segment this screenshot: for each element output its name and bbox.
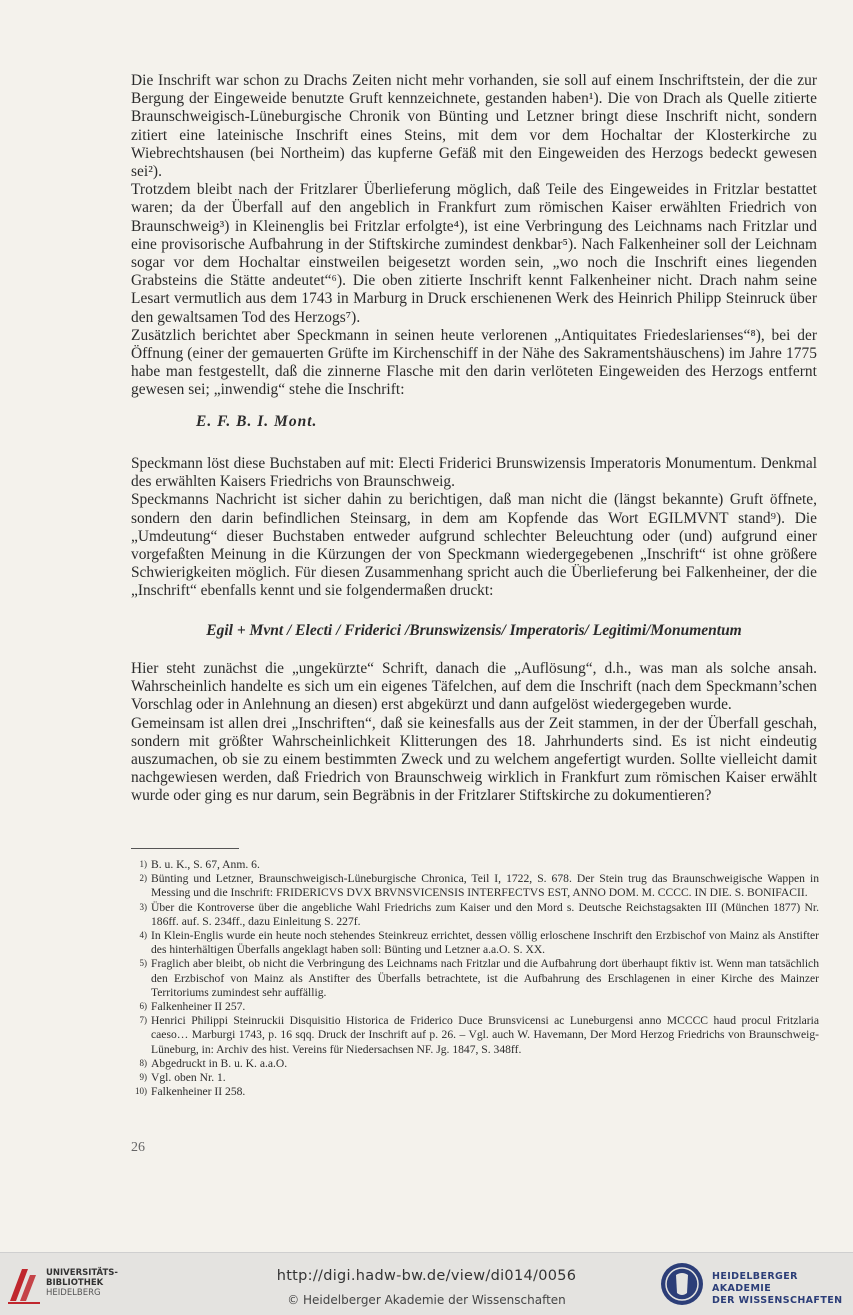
footnote: 10) Falkenheiner II 258.	[135, 1085, 246, 1099]
paragraph: Gemeinsam ist allen drei „Inschriften“, daß sie keinesfalls aus der Zeit stammen, in der der Überfall geschah, sondern mit größter Wahrscheinlichkeit Klitterungen des 18. Jahrhunderts sind. Es ist nicht eindeutig auszumachen, ob sie zu einem bestimmten Zweck und zu welchem angefertigt wurden. Sollte vielleicht damit nachgewiesen werden, daß Friedrich von Braunschweig wirklich in Frankfurt zum römischen Kaiser erwählt wurde oder ging es nur darum, sein Begräbnis in der Fritzlarer Stiftskirche zu dokumentieren?	[131, 714, 817, 805]
footnote: 3) Über die Kontroverse über die angebliche Wahl Friedrichs zum Kaiser und den Mord s. Deutsche Reichstagsakten III (München 1877) Nr. 186ff. auf. S. 234ff., dazu Einleitung S. 227f.	[139, 900, 819, 928]
paragraph: Speckmann löst diese Buchstaben auf mit: Electi Friderici Brunswizensis Imperatoris Monumentum. Denkmal des erwählten Kaisers Friedrichs von Braunschweig.	[131, 455, 817, 491]
viewer-footer	[0, 1252, 853, 1315]
paragraph: Die Inschrift war schon zu Drachs Zeiten nicht mehr vorhanden, sie soll auf einem Inschriftstein, der die zur Bergung der Eingeweide benutzte Gruft kennzeichnete, gestanden haben¹). Die von Drach als Quelle zitierte Braunschweigisch-Lüneburgische Chronik von Bünting und Letzner bringt diese Inschrift nicht, sondern zitiert eine lateinische Inschrift eines Steins, mit dem vor dem Hochaltar der Klosterkirche zu Wiebrechtshausen (bei Northeim) das kupferne Gefäß mit den Eingeweiden des Herzogs bedeckt gewesen sei²).	[131, 72, 817, 181]
academy-name[interactable]: HEIDELBERGER AKADEMIE DER WISSENSCHAFTEN	[712, 1271, 843, 1306]
body-paragraphs	[131, 72, 817, 400]
footnote: 4) In Klein-Englis wurde ein heute noch stehendes Steinkreuz errichtet, dessen völlig erloschene Inschrift den Erzbischof von Mainz als Anstifter des hinterhältigen Überfalls angeklagt haben soll: Bünting und Letzner a.a.O. S. XX.	[139, 929, 819, 957]
footnote: 2) Bünting und Letzner, Braunschweigisch-Lüneburgische Chronica, Teil I, 1722, S. 678. Der Stein trug das Braunschweigische Wappen in Messing und die Inschrift: FRIDERICVS DVX BRVNSVICENSIS INTERFECTVS EST, ANNO DOM. M. CCCC. IN DIE. S. BONIFACII.	[139, 872, 819, 900]
permalink-url[interactable]: http://digi.hadw-bw.de/view/di014/0056	[276, 1268, 577, 1284]
footnote: 6) Falkenheiner II 257.	[139, 1000, 246, 1014]
footnote: 1) B. u. K., S. 67, Anm. 6.	[139, 858, 260, 871]
page-number: 26	[131, 1140, 145, 1155]
paragraph: Zusätzlich berichtet aber Speckmann in seinen heute verlorenen „Antiquitates Friedeslarienses“⁸), bei der Öffnung (einer der gemauerten Grüfte im Kirchenschiff in der Nähe des Sakramentshäuschens) im Jahre 1775 habe man festgestellt, daß die zinnerne Flasche mit den darin verlöteten Eingeweiden des Herzogs entfernt gewesen sei; „inwendig“ stehe die Inschrift:	[131, 326, 817, 399]
paragraph: Hier steht zunächst die „ungekürzte“ Schrift, danach die „Auflösung“, d.h., was man als solche ansah. Wahrscheinlich handelte es sich um ein eigenes Täfelchen, auf dem die Inschrift (nach dem Speckmann’schen Vorschlag oder in Anlehnung an diesen) erst abgekürzt und dann aufgelöst wiedergegeben wurde.	[131, 660, 817, 714]
body-paragraphs-3	[131, 660, 817, 806]
inscription-full: Egil + Mvnt / Electi / Friderici /Brunswizensis/ Imperatoris/ Legitimi/Monumentum	[206, 622, 742, 639]
inscription-abbreviated: E. F. B. I. Mont.	[196, 413, 318, 430]
footnote-divider	[131, 848, 239, 849]
footnote: 5) Fraglich aber bleibt, ob nicht die Verbringung des Leichnams nach Fritzlar und die Aufbahrung dort überhaupt fiktiv ist. Wenn man tatsächlich den Erzbischof von Mainz als Anstifter des Überfalls betrachtete, ist die Aufbahrung des Erschlagenen in einer Kirche des Mainzer Territoriums zumindest sehr auffällig.	[139, 957, 819, 999]
university-library-name[interactable]: UNIVERSITÄTS- BIBLIOTHEK HEIDELBERG	[46, 1268, 118, 1298]
paragraph: Speckmanns Nachricht ist sicher dahin zu berichtigen, daß man nicht die (längst bekannte) Gruft öffnete, sondern den darin befindlichen Steinsarg, in dem am Kopfende das Wort EGILMVNT stand⁹). Die „Umdeutung“ dieser Buchstaben entweder aufgrund schlechter Beleuchtung oder (und) aufgrund einer vorgefaßten Meinung in die Kürzungen der von Speckmann wiedergegebenen „Inschrift“ ist ohne größere Schwierigkeiten möglich. Für diesen Zusammenhang spricht auch die Überlieferung bei Falkenheiner, der die „Inschrift“ ebenfalls kennt und sie folgendermaßen druckt:	[131, 491, 817, 600]
footnote: 9) Vgl. oben Nr. 1.	[139, 1071, 226, 1085]
copyright-notice: © Heidelberger Akademie der Wissenschaften	[287, 1293, 566, 1307]
footnote: 8) Abgedruckt in B. u. K. a.a.O.	[139, 1056, 288, 1070]
paragraph: Trotzdem bleibt nach der Fritzlarer Überlieferung möglich, daß Teile des Eingeweides in Fritzlar bestattet waren; da der Überfall auf den angeblich in Frankfurt zum römischen Kaiser erwählten Friedrich von Braunschweig³) in Kleinenglis bei Fritzlar erfolgte⁴), ist eine Verbringung des Leichnams nach Fritzlar und eine provisorische Aufbahrung in der Stiftskirche zumindest denkbar⁵). Nach Falkenheiner soll der Leichnam sogar vor dem Hochaltar einstweilen beigesetzt worden sein, „wo noch die Inschrift eines liegenden Grabsteins die Stätte andeutet“⁶). Die oben zitierte Inschrift kennt Falkenheiner nicht. Drach nahm seine Lesart vermutlich aus dem 1743 in Marburg in Druck erschienenen Werk des Heinrich Philipp Steinruck über den gewaltsamen Tod des Herzogs⁷).	[131, 181, 817, 326]
footnote: 7) Henrici Philippi Steinruckii Disquisitio Historica de Friderico Duce Brunsvicensi ac Luneburgensi anno MCCCC haud procul Fritzlaria caeso… Marburgi 1743, p. 16 sqq. Druck der Inschrift auf p. 26. – Vgl. auch W. Havemann, Der Mord Herzog Friedrichs von Braunschweig-Lüneburg, in: Archiv des hist. Vereins für Niedersachsen NF. Jg. 1847, S. 348ff.	[139, 1014, 819, 1056]
footnotes	[131, 858, 819, 1099]
academy-seal-icon[interactable]	[659, 1261, 705, 1307]
body-paragraphs-2	[131, 455, 817, 601]
